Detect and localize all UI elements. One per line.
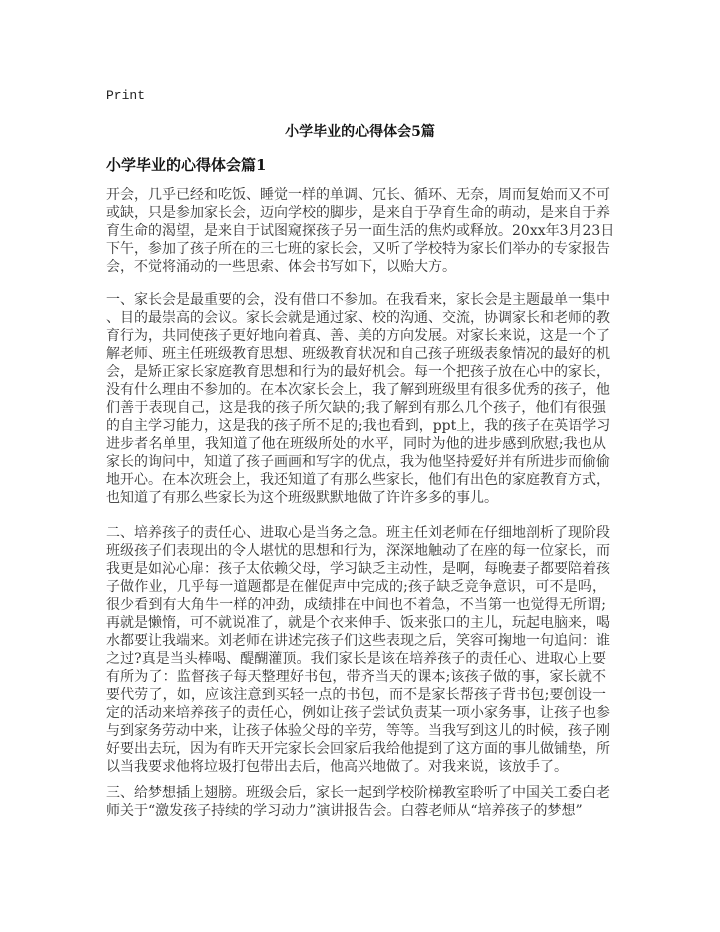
section-heading: 小学毕业的心得体会篇1 bbox=[106, 156, 267, 174]
paragraph-line: 我更是如沁心扉：孩子太依赖父母，学习缺乏主动性，是啊，每晚妻子都要陪着孩 bbox=[106, 561, 610, 577]
paragraph-line: 三、给梦想插上翅膀。班级会后，家长一起到学校阶梯教室聆听了中国关工委白老 bbox=[106, 785, 610, 801]
paragraph-line: 的自主学习能力，这是我的孩子所不足的;我也看到，ppt上，我的孩子在英语学习 bbox=[106, 418, 611, 434]
paragraph-line: 再就是懒惰，可不就说准了，就是个衣来伸手、饭来张口的主儿，玩起电脑来，喝 bbox=[106, 615, 610, 631]
paragraph-line: 一、家长会是最重要的会，没有借口不参加。在我看来，家长会是主题最单一集中 bbox=[106, 292, 610, 308]
paragraph-line: 班级孩子们表现出的令人堪忧的思想和行为，深深地触动了在座的每一位家长，而 bbox=[106, 543, 610, 559]
paragraph-line: 们善于表现自己，这是我的孩子所欠缺的;我了解到有那么几个孩子，他们有很强 bbox=[106, 400, 606, 416]
paragraph-line: 育行为，共同使孩子更好地向着真、善、美的方向发展。对家长来说，这是一个了 bbox=[106, 328, 610, 344]
paragraph-line: 师关于“激发孩子持续的学习动力”演讲报告会。白蓉老师从“培养孩子的梦想” bbox=[106, 803, 583, 819]
paragraph-line: 有所为了：监督孩子每天整理好书包，带齐当天的课本;该孩子做的事，家长就不 bbox=[106, 669, 606, 685]
paragraph-point-two bbox=[106, 524, 610, 776]
paragraph-line: 子做作业，几乎每一道题都是在催促声中完成的;孩子缺乏竞争意识，可不是吗， bbox=[106, 579, 606, 595]
paragraph-line: 之过?真是当头棒喝、醍醐灌顶。我们家长是该在培养孩子的责任心、进取心上要 bbox=[106, 651, 606, 667]
paragraph-point-three bbox=[106, 784, 610, 820]
paragraph-line: 也知道了有那么些家长为这个班级默默地做了许许多多的事儿。 bbox=[106, 490, 498, 506]
paragraph-line: 与到家务劳动中来，让孩子体验父母的辛劳，等等。当我写到这儿的时候，孩子刚 bbox=[106, 723, 610, 739]
paragraph-line: 下午，参加了孩子所在的三七班的家长会，又听了学校特为家长们举办的专家报告 bbox=[106, 241, 610, 257]
paragraph-line: 育生命的渴望，是来自于试图窥探孩子另一面生活的焦灼或释放。20xx年3月23日 bbox=[106, 223, 615, 239]
paragraph-line: 家长的询问中，知道了孩子画画和写字的优点，我为他坚持爱好并有所进步而偷偷 bbox=[106, 454, 610, 470]
paragraph-line: 好要出去玩，因为有昨天开完家长会回家后我给他提到了这方面的事儿做铺垫，所 bbox=[106, 741, 610, 757]
paragraph-line: 定的活动来培养孩子的责任心，例如让孩子尝试负责某一项小家务事，让孩子也参 bbox=[106, 705, 610, 721]
paragraph-line: 以当我要求他将垃圾打包带出去后，他高兴地做了。对我来说，该放手了。 bbox=[106, 759, 568, 775]
paragraph-line: 没有什么理由不参加的。在本次家长会上，我了解到班级里有很多优秀的孩子，他 bbox=[106, 382, 610, 398]
paragraph-line: 很少看到有大角牛一样的冲劲，成绩排在中间也不着急，不当第一也觉得无所谓; bbox=[106, 597, 606, 613]
paragraph-line: 会，是矫正家长家庭教育思想和行为的最好机会。每一个把孩子放在心中的家长， bbox=[106, 364, 610, 380]
paragraph-line: 、目的最崇高的会议。家长会就是通过家、校的沟通、交流，协调家长和老师的教 bbox=[106, 310, 610, 326]
paragraph-line: 进步者名单里，我知道了他在班级所处的水平，同时为他的进步感到欣慰;我也从 bbox=[106, 436, 606, 452]
paragraph-point-one bbox=[106, 291, 611, 507]
paragraph-line: 地开心。在本次班会上，我还知道了有那么些家长，他们有出色的家庭教育方式， bbox=[106, 472, 610, 488]
document-title: 小学毕业的心得体会5篇 bbox=[285, 124, 435, 140]
paragraph-intro bbox=[106, 186, 615, 276]
paragraph-line: 水都要让我端来。刘老师在讲述完孩子们这些表现之后，笑容可掬地一句追问：谁 bbox=[106, 633, 610, 649]
paragraph-line: 二、培养孩子的责任心、进取心是当务之急。班主任刘老师在仔细地剖析了现阶段 bbox=[106, 525, 610, 541]
paragraph-line: 会，不觉将涌动的一些思索、体会书写如下，以贻大方。 bbox=[106, 259, 456, 275]
paragraph-line: 解老师、班主任班级教育思想、班级教育状况和自己孩子班级表象情况的最好的机 bbox=[106, 346, 610, 362]
paragraph-line: 开会，几乎已经和吃饭、睡觉一样的单调、冗长、循环、无奈，周而复始而又不可 bbox=[106, 187, 610, 203]
paragraph-line: 或缺，只是参加家长会，迈向学校的脚步，是来自于孕育生命的萌动，是来自于养 bbox=[106, 205, 610, 221]
print-label: Print bbox=[106, 88, 146, 103]
paragraph-line: 要代劳了，如，应该注意到买轻一点的书包，而不是家长帮孩子背书包;要创设一 bbox=[106, 687, 606, 703]
